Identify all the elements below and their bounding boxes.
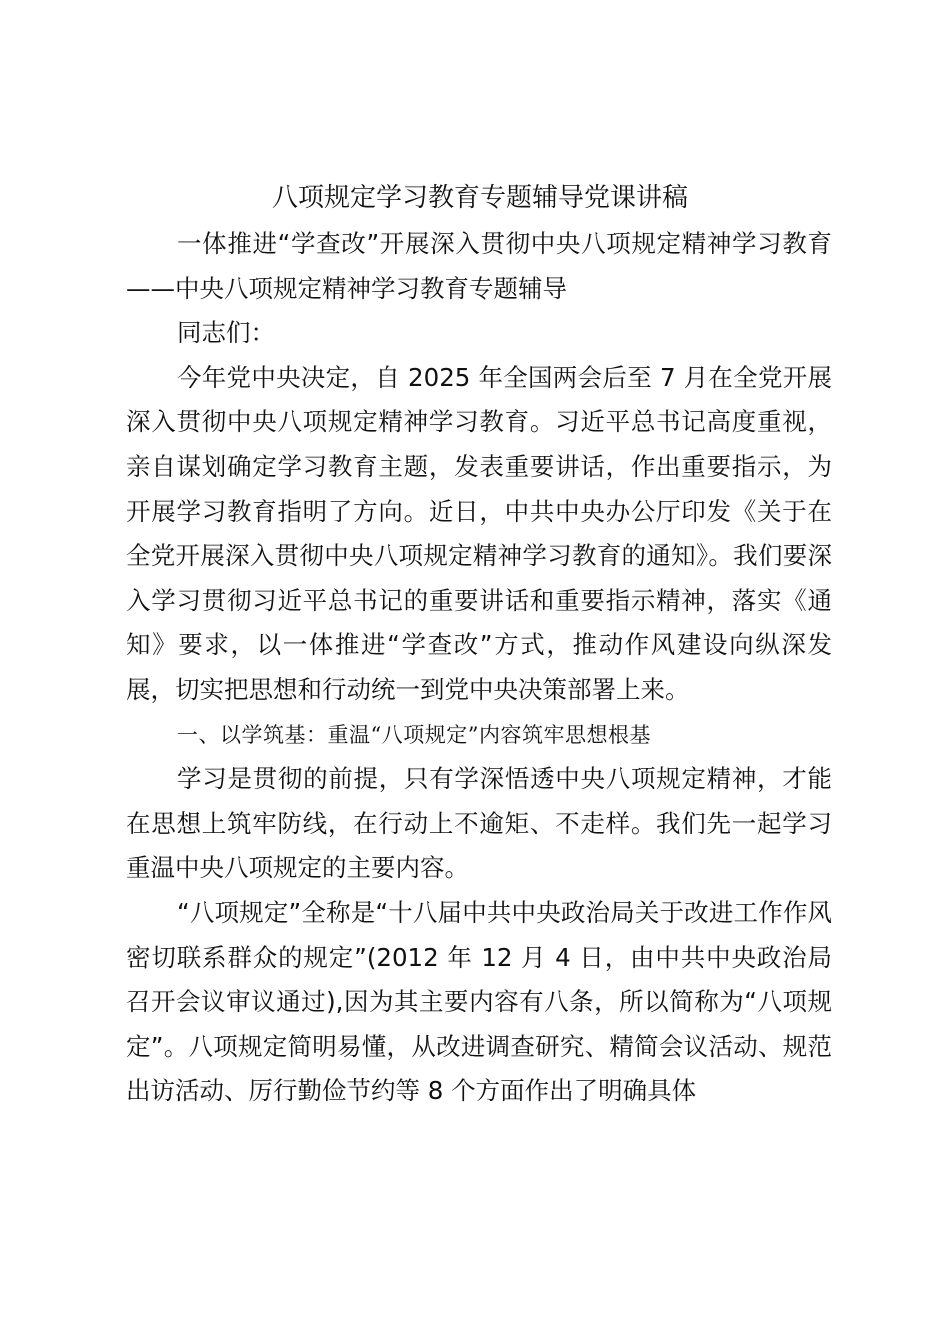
- section-heading: 一、以学筑基：重温“八项规定”内容筑牢思想根基: [177, 722, 651, 747]
- document-title: 八项规定学习教育专题辅导党课讲稿: [271, 183, 688, 213]
- body-paragraph: 学习是贯彻的前提，只有学深悟透中央八项规定精神，才能在思想上筑牢防线，在行动上不逾矩、不走样。我们先一起学习重温中央八项规定的主要内容。: [126, 764, 832, 883]
- body-paragraph: “八项规定”全称是“十八届中共中央政治局关于改进工作作风密切联系群众的规定”(2012 年 12 月 4 日，由中共中央政治局召开会议审议通过),因为其主要内容有八条，所以简称为“八项规定”。八项规定简明易懂，从改进调查研究、精简会议活动、规范出访活动、厉行勤俭节约等 8 个方面作出了明确具体: [126, 897, 832, 1106]
- document-subtitle: 一体推进“学查改”开展深入贯彻中央八项规定精神学习教育——中央八项规定精神学习教育专题辅导: [126, 229, 832, 303]
- intro-paragraph: 今年党中央决定，自 2025 年全国两会后至 7 月在全党开展深入贯彻中央八项规定精神学习教育。习近平总书记高度重视，亲自谋划确定学习教育主题，发表重要讲话，作出重要指示，为开展学习教育指明了方向。近日，中共中央办公厅印发《关于在全党开展深入贯彻中央八项规定精神学习教育的通知》。我们要深入学习贯彻习近平总书记的重要讲话和重要指示精神，落实《通知》要求，以一体推进“学查改”方式，推动作风建设向纵深发展，切实把思想和行动统一到党中央决策部署上来。: [126, 362, 832, 704]
- salutation: 同志们：: [177, 318, 275, 348]
- document-page: [126, 176, 832, 1114]
